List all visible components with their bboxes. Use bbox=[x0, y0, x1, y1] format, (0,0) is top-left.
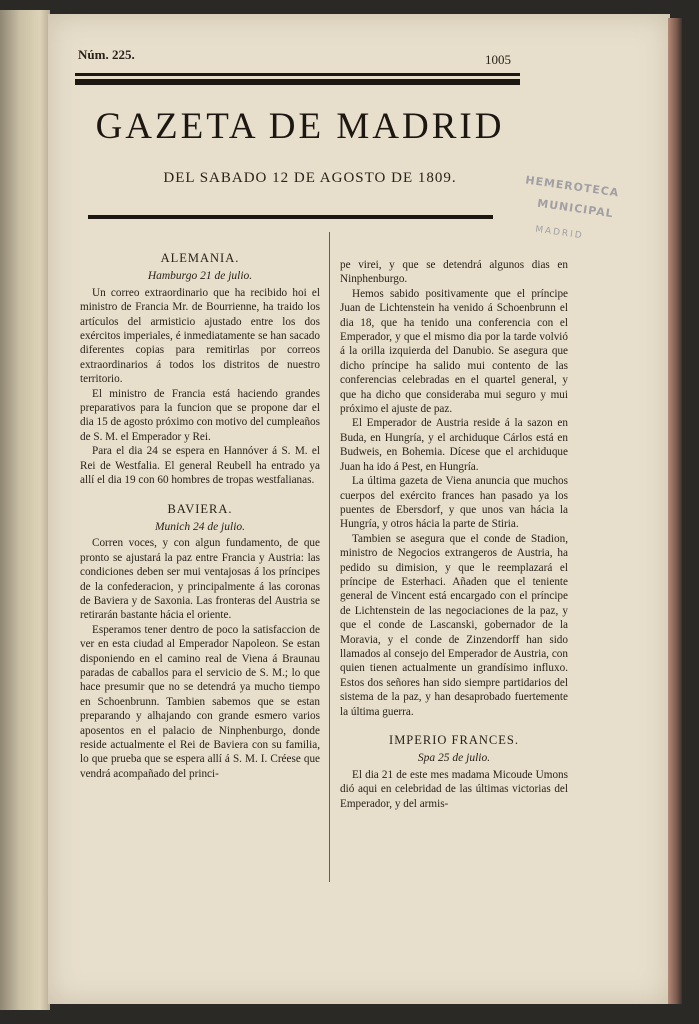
dateline-munich: Munich 24 de julio. bbox=[154, 520, 246, 533]
article-paragraph: El dia 21 de este mes madama Micoude Umons dió aqui en celebridad de las últimas victorias del Emperador, y del armis- bbox=[340, 768, 568, 810]
section-heading-alemania: ALEMANIA. bbox=[160, 251, 240, 265]
issue-number: Núm. 225. bbox=[78, 47, 135, 62]
page-number: 1005 bbox=[485, 52, 511, 67]
column-right bbox=[340, 258, 568, 811]
article-paragraph: Tambien se asegura que el conde de Stadion, ministro de Negocios extrangeros de Austria, ha pedido su dimision, y que le reemplazará el príncipe de Esterhaci. Añaden que el teniente general de Vincent está encargado con el príncipe de Lichtenstein de las negociaciones de la paz, y que el conde de Lascanski, gobernador de la Moravia, y el conde de Zinzendorff han sido llamados al consejo del Emperador de Austria, con quien tienen actualmente un grandísimo influxo. Estos dos señores han sido siempre partidarios del sistema de la paz, y han desaprobado fuertemente la última guerra. bbox=[340, 532, 568, 718]
article-paragraph: Esperamos tener dentro de poco la satisfaccion de ver en esta ciudad al Emperador Napoleon. Se estan disponiendo en el camino real de Viena á Braunau paradas de caballos para el servicio de S. M.; lo que hace presumir que no se detendrá ya mucho tiempo en Schoenbrunn. Tambien sabemos que se estan preparando y alhajando con grande esmero varios aposentos en el palacio de Ninphenburgo, donde reside actualmente el Rei de Baviera con su familia, lo que prueba que se espera allí á S. M. I. Créese que vendrá acompañado del princi- bbox=[80, 623, 320, 780]
article-paragraph: Un correo extraordinario que ha recibido hoi el ministro de Francia Mr. de Bourrienne, ha traido los artículos del armisticio ajustado entre los dos exércitos imperiales, é inmediatamente se han sacado diferentes copias para remitirlas por correos extraordinarios á todos los distritos de nuestro territorio. bbox=[80, 286, 320, 386]
article-paragraph: Corren voces, y con algun fundamento, de que pronto se ajustará la paz entre Francia y Austria: las condiciones deben ser mui ventajosas á los príncipes de la confederacion, y principalmente á las coronas de Baviera y de Saxonia. Las fronteras del Austria se retirarán bastante hácia el oriente. bbox=[80, 537, 320, 622]
library-stamp bbox=[524, 173, 665, 250]
column-left bbox=[80, 247, 320, 781]
article-paragraph: La última gazeta de Viena anuncia que muchos cuerpos del exército frances han pasado ya los puentes de Ebersdorf, y que unos van hácia la Hungría, y otros hácia la parte de Stiria. bbox=[340, 475, 568, 531]
article-paragraph: El ministro de Francia está haciendo grandes preparativos para la funcion que se propone dar el dia 15 de agosto próximo con motivo del cumpleaños de S. M. el Emperador y Rei. bbox=[80, 387, 320, 443]
section-heading-baviera: BAVIERA. bbox=[167, 501, 233, 516]
masthead-title: GAZETA DE MADRID bbox=[95, 106, 505, 147]
article-paragraph: Hemos sabido positivamente que el príncipe Juan de Lichtenstein ha venido á Schoenbrunn el dia 18, que ha tenido una conferencia con el Emperador, y que el mismo dia por la tarde volvió á la orilla izquierda del Danubio. Se asegura que dicho príncipe ha salido mui contento de las conferencias celebradas en el quartel general, y que ha dicho que consideraba mui seguro y mui próximo el ajuste de paz. bbox=[340, 287, 568, 416]
top-rule bbox=[75, 73, 520, 76]
masthead-rule bbox=[88, 215, 493, 219]
article-paragraph: El Emperador de Austria reside á la sazon en Buda, en Hungría, y el archiduque Cárlos está en Budweis, en Bohemia. Dícese que el archiduque Juan ha ido á Pest, en Hungría. bbox=[340, 417, 568, 473]
issue-date: DEL SABADO 12 DE AGOSTO DE 1809. bbox=[163, 170, 457, 186]
dateline-hamburgo: Hamburgo 21 de julio. bbox=[147, 270, 253, 283]
previous-page-edge bbox=[0, 10, 50, 1010]
article-paragraph: pe virei, y que se detendrá algunos dias en Ninphenburgo. bbox=[340, 259, 568, 286]
top-rule-thick bbox=[75, 79, 520, 85]
section-heading-imperio-frances: IMPERIO FRANCES. bbox=[389, 733, 519, 747]
page-binding-edge bbox=[668, 18, 682, 1004]
stamp-line-1: HEMEROTECA bbox=[524, 173, 621, 200]
article-paragraph: Para el dia 24 se espera en Hannóver á S. M. el Rei de Westfalia. El general Reubell ha entrado ya allí el dia 19 con 60 hombres de tropas westfalianas. bbox=[80, 445, 320, 487]
column-divider bbox=[329, 232, 330, 882]
dateline-spa: Spa 25 de julio. bbox=[417, 752, 491, 765]
stamp-line-3: MADRID bbox=[534, 224, 585, 242]
stamp-line-2: MUNICIPAL bbox=[536, 196, 615, 221]
